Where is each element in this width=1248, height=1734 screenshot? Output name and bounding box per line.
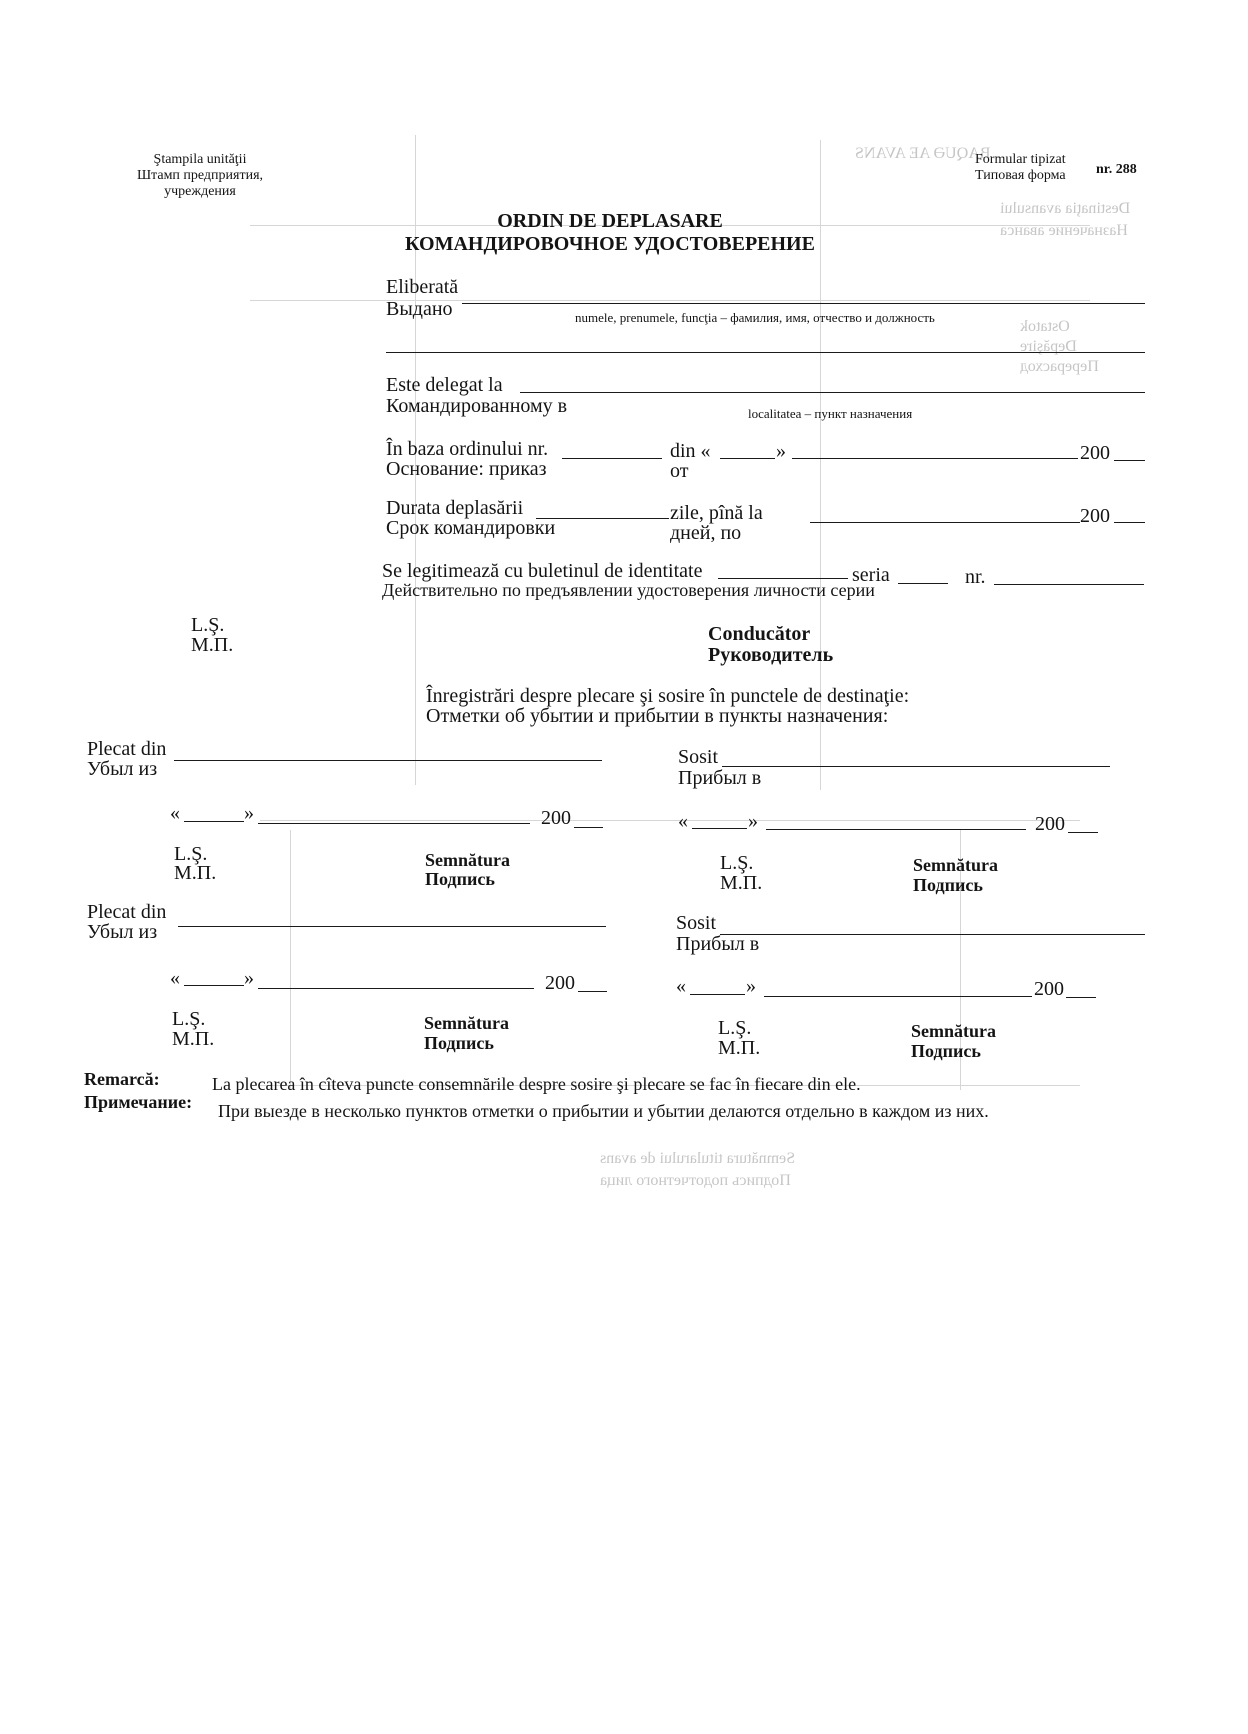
delegated-hint: localitatea – пункт назначения: [748, 406, 913, 421]
unit-stamp-ro: Ştampila unităţii: [153, 152, 247, 167]
issued-hint: numele, prenumele, funcţia – фамилия, имя, отчество и должность: [575, 310, 935, 325]
unit-stamp-ru: Штамп предприятия,: [136, 168, 264, 183]
identity-series-label: seria: [852, 564, 890, 586]
title-ro: ORDIN DE DEPLASARE: [497, 210, 723, 232]
records-heading-ru: Отметки об убытии и прибытии в пункты назначения:: [426, 705, 889, 727]
departed-year-1: 200: [541, 807, 571, 829]
identity-doc-input[interactable]: [718, 578, 848, 579]
arrived-label-ru-2: Прибыл в: [676, 933, 760, 955]
delegated-label-ro: Este delegat la: [386, 374, 503, 396]
records-heading-ro: Înregistrări despre plecare şi sosire în punctele de destinaţie:: [426, 685, 910, 707]
signature-ro-dep-1: Semnătura: [425, 850, 510, 870]
head-signature-ru: Руководитель: [708, 644, 834, 666]
signature-ro-arr-1: Semnătura: [913, 855, 998, 875]
order-from-ro: din «: [670, 440, 711, 462]
order-day-input[interactable]: [720, 458, 775, 459]
remark-text-ru: При выезде в несколько пунктов отметки о прибытии и убытии делаются отдельно в каждом из них.: [218, 1101, 989, 1121]
stamp-place-ro-arr-2: L.Ş.: [718, 1017, 752, 1039]
stamp-place-ru: М.П.: [191, 634, 234, 656]
issued-label-ru: Выдано: [386, 298, 453, 320]
departed-day-input-1[interactable]: [184, 821, 244, 822]
stamp-place-ru-arr-1: М.П.: [720, 872, 763, 894]
issued-label-ro: Eliberată: [386, 276, 459, 298]
duration-label-ro: Durata deplasării: [386, 497, 524, 519]
arrived-year-1: 200: [1035, 813, 1065, 835]
form-number: nr. 288: [1096, 162, 1137, 177]
stamp-place-ro-dep-2: L.Ş.: [172, 1008, 206, 1030]
remark-label-ro: Remarcă:: [84, 1069, 160, 1089]
signature-ro-dep-2: Semnătura: [424, 1013, 509, 1033]
duration-year-input[interactable]: [1114, 522, 1145, 523]
arrived-day-input-1[interactable]: [692, 828, 747, 829]
stamp-place-ro: L.Ş.: [191, 614, 225, 636]
order-month-input[interactable]: [792, 458, 1078, 459]
form-type-ru: Типовая форма: [975, 168, 1066, 183]
departed-place-input-1[interactable]: [174, 760, 602, 761]
duration-days-ru: дней, по: [670, 522, 742, 544]
head-signature-ro: Conducător: [708, 623, 811, 645]
document-page: BAQUƏ AE AVANS Destinaţia avansului Назначение аванса Ostatok Depăşire Перерасход Semnătura titularului de avans Подпись подотчетного лица Ştampila unităţii Штамп предприятия, учреждения Formular tipizat Типовая форма nr. 288 ORDIN DE DEPLASARE КОМАНДИРОВОЧНОЕ УДОСТОВЕРЕНИЕ Eliberată Выдано numele, prenumele, funcţia – фамилия, имя, отчество и должность Este delegat la Командированному в localitatea – пункт назначения În baza ordinului nr. Основание: приказ din « от » 200 Durata deplasării Срок командировки zile, pînă la дней, по 200 Se legitimează cu buletinul de identitate Действительно по предъявлении удостоверения личности серии seria nr. L.Ş. М.П. Conducător Руководитель Înregistrări despre plecare şi sosire în punctele de destinaţie: Отметки об убытии и прибытии в пункты назначения: Plecat din Убыл из Sosit Прибыл в « » 200 « » 200 L.Ş. М.П. Semnătura Подпись L.Ş. М.П. Semnătura Подпись Plecat din Убыл из Sosit Прибыл в « » 200 « » 200 L.Ş. М.П. Semnătura Подпись L.Ş. М.П. Semnătura Подпись Remarcă: La plecarea în cîteva puncte consemnările despre sosire şi plecare se fac în fiecare din ele. Примечание: При выезде в несколько пунктов отметки о прибытии и убытии делаются отдельно в каждом из них.: [0, 0, 1248, 1734]
identity-label-ro: Se legitimează cu buletinul de identitate: [382, 560, 703, 582]
arrived-day-input-2[interactable]: [690, 994, 745, 995]
arrived-date-open-2: «: [676, 975, 686, 997]
signature-ru-dep-2: Подпись: [424, 1033, 494, 1053]
duration-days-input[interactable]: [536, 518, 669, 519]
departed-date-open-2: «: [170, 967, 180, 989]
arrived-date-close-1: »: [748, 810, 758, 832]
remark-label-ru: Примечание:: [84, 1092, 193, 1112]
unit-stamp-ru-2: учреждения: [164, 184, 236, 199]
arrived-label-ru: Прибыл в: [678, 767, 762, 789]
signature-ro-arr-2: Semnătura: [911, 1021, 996, 1041]
arrived-date-open-1: «: [678, 810, 688, 832]
departed-label-ru-2: Убыл из: [87, 921, 158, 943]
order-label-ro: În baza ordinului nr.: [386, 438, 549, 460]
arrived-month-input-2[interactable]: [764, 996, 1032, 997]
departed-year-input-2[interactable]: [578, 991, 607, 992]
duration-until-input[interactable]: [810, 522, 1080, 523]
identity-series-input[interactable]: [898, 583, 948, 584]
stamp-place-ru-dep-1: М.П.: [174, 862, 217, 884]
stamp-place-ro-arr-1: L.Ş.: [720, 852, 754, 874]
departed-month-input-1[interactable]: [258, 823, 530, 824]
departed-date-open-1: «: [170, 802, 180, 824]
arrived-year-input-2[interactable]: [1066, 997, 1096, 998]
signature-ru-arr-2: Подпись: [911, 1041, 981, 1061]
departed-year-2: 200: [545, 972, 575, 994]
identity-label-ru: Действительно по предъявлении удостоверения личности серии: [382, 580, 875, 600]
arrived-month-input-1[interactable]: [766, 829, 1026, 830]
signature-ru-dep-1: Подпись: [425, 869, 495, 889]
remark-text-ro: La plecarea în cîteva puncte consemnările despre sosire şi plecare se fac în fiecare din ele.: [212, 1074, 861, 1094]
arrived-year-input-1[interactable]: [1068, 832, 1098, 833]
departed-year-input-1[interactable]: [574, 827, 603, 828]
duration-year: 200: [1080, 505, 1110, 527]
order-number-input[interactable]: [562, 458, 662, 459]
issued-input-line[interactable]: [462, 303, 1145, 304]
arrived-label-ro-2: Sosit: [676, 912, 717, 934]
order-year-input[interactable]: [1114, 460, 1145, 461]
form-type-ro: Formular tipizat: [975, 152, 1066, 167]
stamp-place-ru-arr-2: М.П.: [718, 1037, 761, 1059]
signature-ru-arr-1: Подпись: [913, 875, 983, 895]
departed-date-close-1: »: [244, 802, 254, 824]
arrived-year-2: 200: [1034, 978, 1064, 1000]
departed-month-input-2[interactable]: [258, 988, 534, 989]
arrived-label-ro: Sosit: [678, 746, 719, 768]
order-label-ru: Основание: приказ: [386, 458, 547, 480]
departed-date-close-2: »: [244, 967, 254, 989]
duration-days-ro: zile, pînă la: [670, 502, 763, 524]
stamp-place-ru-dep-2: М.П.: [172, 1028, 215, 1050]
stamp-place-ro-dep-1: L.Ş.: [174, 843, 208, 865]
departed-label-ro: Plecat din: [87, 738, 167, 760]
departed-label-ru: Убыл из: [87, 758, 158, 780]
departed-label-ro-2: Plecat din: [87, 901, 167, 923]
identity-number-label: nr.: [965, 566, 986, 588]
order-from-ru: от: [670, 460, 689, 482]
arrived-date-close-2: »: [746, 975, 756, 997]
delegated-input-line[interactable]: [520, 392, 1145, 393]
order-quote-close: »: [776, 440, 786, 462]
departed-day-input-2[interactable]: [184, 985, 244, 986]
identity-number-input[interactable]: [994, 584, 1144, 585]
title-ru: КОМАНДИРОВОЧНОЕ УДОСТОВЕРЕНИЕ: [405, 233, 815, 255]
issued-input-line-2[interactable]: [386, 352, 1145, 353]
arrived-place-input-1[interactable]: [722, 766, 1110, 767]
duration-label-ru: Срок командировки: [386, 517, 556, 539]
departed-place-input-2[interactable]: [178, 926, 606, 927]
delegated-label-ru: Командированному в: [386, 395, 568, 417]
order-year: 200: [1080, 442, 1110, 464]
arrived-place-input-2[interactable]: [720, 934, 1145, 935]
